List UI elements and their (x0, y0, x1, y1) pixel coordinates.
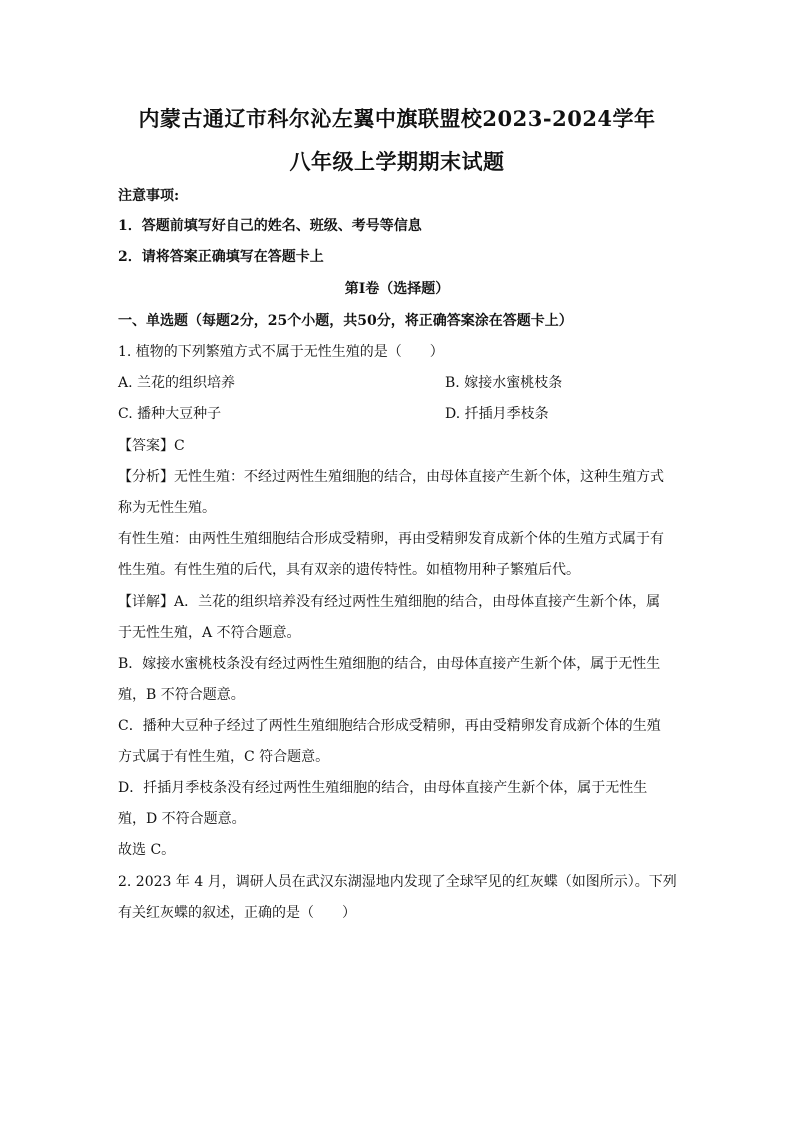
question-1-option-a: A. 兰花的组织培养 (118, 375, 236, 391)
question-1-detail-line-5: C．播种大豆种子经过了两性生殖细胞结合形成受精卵，再由受精卵发育成新个体的生殖 (118, 718, 661, 734)
question-1-detail-line-7: D．扦插月季枝条没有经过两性生殖细胞的结合，由母体直接产生新个体，属于无性生 (118, 780, 648, 796)
question-1-option-b: B. 嫁接水蜜桃枝条 (445, 375, 563, 391)
question-1-answer: 【答案】C (118, 438, 185, 454)
notes-item-2: 2．请将答案正确填写在答题卡上 (118, 249, 324, 265)
question-1-analysis-line-3: 有性生殖：由两性生殖细胞结合形成受精卵，再由受精卵发育成新个体的生殖方式属于有 (118, 531, 664, 547)
question-1-analysis-line-1: 【分析】无性生殖：不经过两性生殖细胞的结合，由母体直接产生新个体，这种生殖方式 (118, 469, 664, 485)
question-2-stem-line-1: 2. 2023 年 4 月，调研人员在武汉东湖湿地内发现了全球罕见的红灰蝶（如图所示）。下列 (118, 874, 677, 890)
question-1-detail-line-4: 殖，B 不符合题意。 (118, 687, 245, 703)
notes-item-1: 1．答题前填写好自己的姓名、班级、考号等信息 (118, 218, 422, 234)
question-2-stem-line-2: 有关红灰蝶的叙述，正确的是（ ） (118, 905, 356, 921)
question-1-conclusion: 故选 C。 (118, 842, 176, 858)
question-1-stem: 1. 植物的下列繁殖方式不属于无性生殖的是（ ） (118, 344, 444, 360)
question-1-analysis-line-4: 性生殖。有性生殖的后代，具有双亲的遗传特性。如植物用种子繁殖后代。 (118, 562, 580, 578)
question-1-analysis-line-2: 称为无性生殖。 (118, 500, 216, 516)
question-1-option-c: C. 播种大豆种子 (118, 406, 222, 422)
question-1-detail-line-3: B．嫁接水蜜桃枝条没有经过两性生殖细胞的结合，由母体直接产生新个体，属于无性生 (118, 656, 661, 672)
question-1-option-d: D. 扦插月季枝条 (445, 406, 549, 422)
document-title-line1: 内蒙古通辽市科尔沁左翼中旗联盟校2023-2024学年 (138, 106, 656, 131)
document-title-line2: 八年级上学期期末试题 (289, 149, 505, 174)
section-heading: 一、单选题（每题2分，25个小题，共50分，将正确答案涂在答题卡上） (118, 313, 573, 329)
question-1-detail-line-1: 【详解】A．兰花的组织培养没有经过两性生殖细胞的结合，由母体直接产生新个体，属 (118, 594, 661, 610)
volume-heading: 第I卷（选择题） (344, 281, 450, 297)
question-1-detail-line-2: 于无性生殖，A 不符合题意。 (118, 625, 301, 641)
notes-heading: 注意事项: (118, 188, 180, 204)
question-1-detail-line-8: 殖，D 不符合题意。 (118, 811, 246, 827)
question-1-detail-line-6: 方式属于有性生殖，C 符合题意。 (118, 749, 330, 765)
